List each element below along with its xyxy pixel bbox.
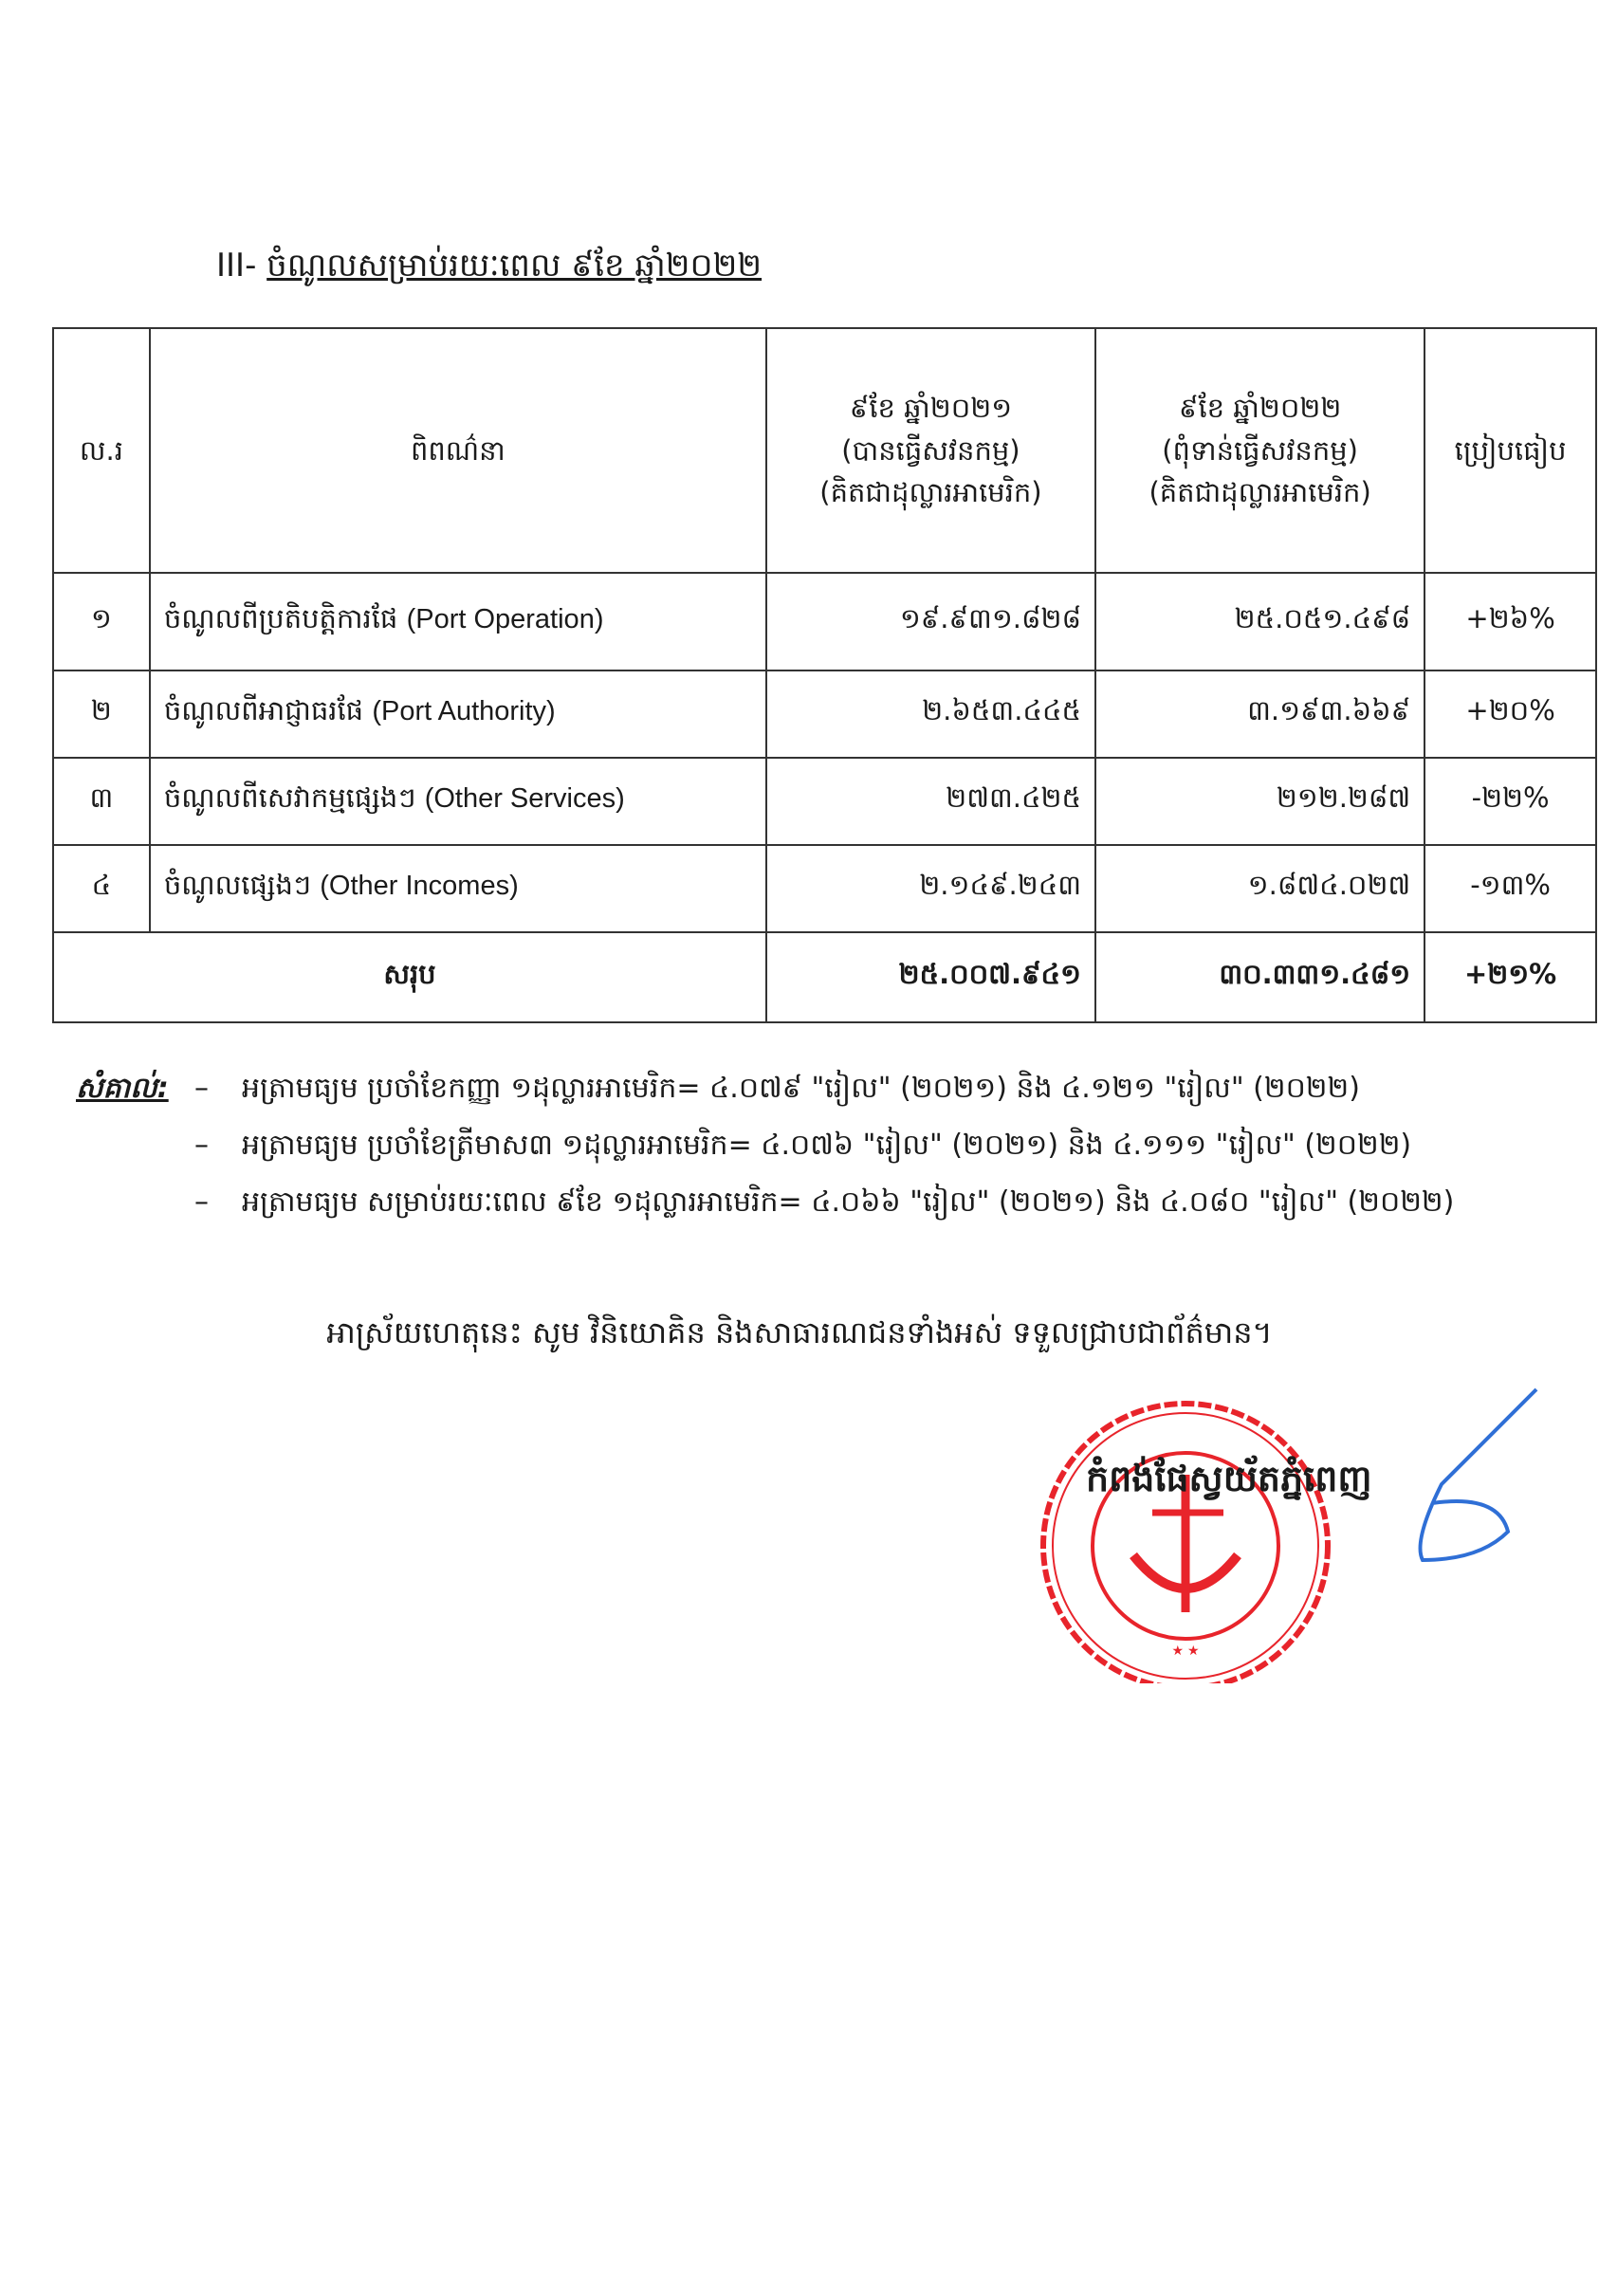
row-description: [150, 573, 766, 670]
notes-label: សំគាល់:: [76, 1072, 169, 1105]
note-text: អត្រាមធ្យម ប្រចាំខែត្រីមាស៣ ១ដុល្លារអាមេរិក= ៤.០៧៦ "រៀល" (២០២១) និង ៤.១១១ "រៀល" (២០២២): [242, 1129, 1412, 1162]
section-title-text: ចំណូលសម្រាប់រយៈពេល ៩ខែ ឆ្នាំ២០២២: [266, 247, 763, 285]
row-no: ៤: [53, 845, 150, 932]
header-2022: [1095, 328, 1424, 573]
header-2022-line: (ពុំទាន់ធ្វើសវនកម្ម): [1162, 433, 1358, 467]
notes: [76, 1060, 1454, 1231]
signature-organization: កំពង់ផែស្វយ័តភ្នំពេញ: [1086, 1458, 1372, 1499]
desc-en: (Other Services): [424, 783, 625, 814]
total-2021: ២៥.០០៧.៩៤១: [766, 932, 1095, 1022]
row-change: -២២%: [1424, 758, 1596, 845]
closing-statement: អាស្រ័យហេតុនេះ សូម វិនិយោគិន និងសាធារណជនទាំងអស់ ទទួលជ្រាបជាព័ត៌មាន។: [326, 1314, 1273, 1350]
row-2021: ២.១៤៩.២៤៣: [766, 845, 1095, 932]
row-2022: ២៥.០៥១.៤៩៨: [1095, 573, 1424, 670]
row-change: +២៦%: [1424, 573, 1596, 670]
header-2021: [766, 328, 1095, 573]
row-2022: ២១២.២៨៧: [1095, 758, 1424, 845]
row-description: [150, 758, 766, 845]
desc-en: (Port Operation): [406, 603, 604, 634]
row-no: ២: [53, 670, 150, 758]
table-header-row: [53, 328, 1596, 573]
table-row: [53, 845, 1596, 932]
total-change: +២១%: [1424, 932, 1596, 1022]
section-number: III-: [216, 247, 257, 285]
header-2022-line: (គិតជាដុល្លារអាមេរិក): [1149, 476, 1371, 509]
row-change: -១៣%: [1424, 845, 1596, 932]
header-2021-line: (បានធ្វើសវនកម្ម): [841, 433, 1020, 467]
note-item: – អត្រាមធ្យម សម្រាប់រយៈពេល ៩ខែ ១ដុល្លារអាមេរិក= ៤.០៦៦ "រៀល" (២០២១) និង ៤.០៨០ "រៀល" (២០២២): [194, 1185, 1455, 1219]
desc-en: (Port Authority): [372, 696, 556, 726]
header-2021-line: ៩ខែ ឆ្នាំ២០២១: [849, 391, 1013, 424]
table-row: [53, 573, 1596, 670]
row-description: [150, 845, 766, 932]
desc-km: ចំណូលពីអាជ្ញាធរផែ: [163, 694, 364, 726]
row-2021: ២៧៣.៤២៥: [766, 758, 1095, 845]
row-2022: ៣.១៩៣.៦៦៩: [1095, 670, 1424, 758]
total-label: សរុប: [53, 932, 766, 1022]
note-item: – អត្រាមធ្យម ប្រចាំខែត្រីមាស៣ ១ដុល្លារអាមេរិក= ៤.០៧៦ "រៀល" (២០២១) និង ៤.១១១ "រៀល" (២០២២): [194, 1129, 1412, 1162]
signature-scribble: [1421, 1389, 1537, 1560]
table-row: [53, 670, 1596, 758]
row-description: [150, 670, 766, 758]
desc-km: ចំណូលផ្សេងៗ: [163, 869, 312, 901]
note-text: អត្រាមធ្យម ប្រចាំខែកញ្ញា ១ដុល្លារអាមេរិក= ៤.០៧៩ "រៀល" (២០២១) និង ៤.១២១ "រៀល" (២០២២): [242, 1072, 1360, 1105]
row-2021: ១៩.៩៣១.៨២៨: [766, 573, 1095, 670]
note-item: – អត្រាមធ្យម ប្រចាំខែកញ្ញា ១ដុល្លារអាមេរិក= ៤.០៧៩ "រៀល" (២០២១) និង ៤.១២១ "រៀល" (២០២២): [194, 1072, 1360, 1105]
row-2022: ១.៨៧៤.០២៧: [1095, 845, 1424, 932]
row-2021: ២.៦៥៣.៤៤៥: [766, 670, 1095, 758]
official-stamp-icon: [967, 1370, 1555, 1683]
header-description: ពិពណ៌នា: [150, 328, 766, 573]
header-2021-line: (គិតជាដុល្លារអាមេរិក): [819, 476, 1042, 509]
note-text: អត្រាមធ្យម សម្រាប់រយៈពេល ៩ខែ ១ដុល្លារអាមេរិក= ៤.០៦៦ "រៀល" (២០២១) និង ៤.០៨០ "រៀល" (២០២២): [242, 1185, 1455, 1219]
total-row: [53, 932, 1596, 1022]
table-row: [53, 758, 1596, 845]
header-2022-line: ៩ខែ ឆ្នាំ២០២២: [1178, 391, 1342, 424]
row-no: ១: [53, 573, 150, 670]
desc-km: ចំណូលពីប្រតិបត្តិការផែ: [163, 601, 398, 634]
desc-en: (Other Incomes): [320, 871, 519, 901]
total-2022: ៣០.៣៣១.៤៨១: [1095, 932, 1424, 1022]
stamp-text: ★ ★: [1171, 1643, 1200, 1658]
revenue-table: [52, 327, 1597, 1023]
section-title: [216, 245, 762, 292]
row-change: +២០%: [1424, 670, 1596, 758]
header-compare: ប្រៀបធៀប: [1424, 328, 1596, 573]
row-no: ៣: [53, 758, 150, 845]
desc-km: ចំណូលពីសេវាកម្មផ្សេងៗ: [163, 781, 416, 814]
header-no: ល.រ: [53, 328, 150, 573]
